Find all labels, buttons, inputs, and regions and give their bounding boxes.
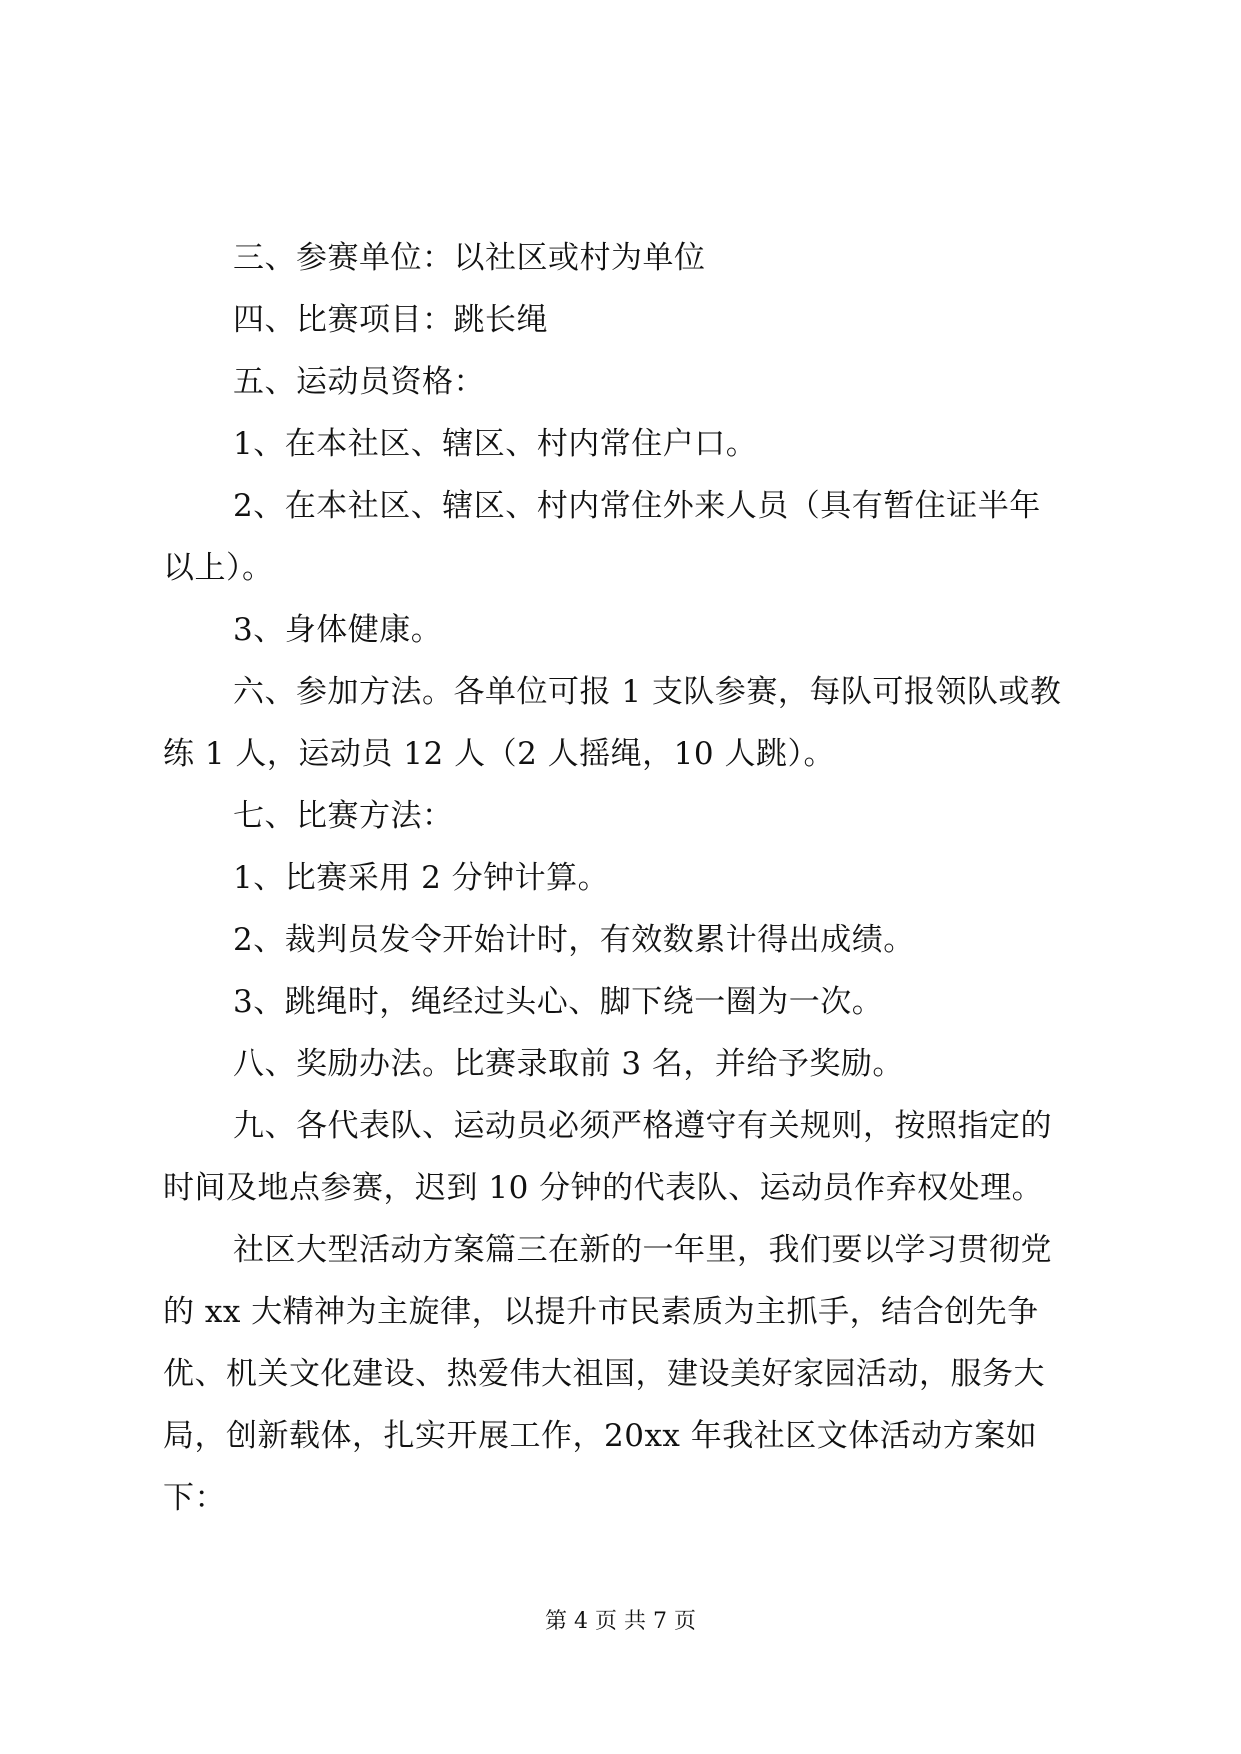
page-number-footer: 第 4 页 共 7 页 bbox=[545, 1609, 696, 1634]
paragraph-line: 三、参赛单位：以社区或村为单位 bbox=[233, 240, 706, 276]
paragraph-line: 1、在本社区、辖区、村内常住户口。 bbox=[233, 426, 758, 462]
paragraph-line: 2、裁判员发令开始计时，有效数累计得出成绩。 bbox=[233, 922, 915, 958]
paragraph-line: 以上）。 bbox=[163, 550, 274, 586]
paragraph-line: 下： bbox=[163, 1480, 226, 1516]
paragraph-line: 练 1 人，运动员 12 人（2 人摇绳，10 人跳）。 bbox=[163, 736, 835, 772]
paragraph-line: 六、参加方法。各单位可报 1 支队参赛，每队可报领队或教 bbox=[233, 674, 1062, 710]
paragraph-line: 四、比赛项目：跳长绳 bbox=[233, 302, 548, 338]
paragraph-line: 八、奖励办法。比赛录取前 3 名，并给予奖励。 bbox=[233, 1046, 904, 1082]
paragraph-line: 2、在本社区、辖区、村内常住外来人员（具有暂住证半年 bbox=[233, 488, 1041, 524]
paragraph-line: 优、机关文化建设、热爱伟大祖国，建设美好家园活动，服务大 bbox=[163, 1356, 1045, 1392]
paragraph-line: 局，创新载体，扎实开展工作，20xx 年我社区文体活动方案如 bbox=[163, 1418, 1038, 1454]
paragraph-line: 五、运动员资格： bbox=[233, 364, 485, 400]
paragraph-line: 的 xx 大精神为主旋律，以提升市民素质为主抓手，结合创先争 bbox=[163, 1294, 1039, 1330]
paragraph-line: 九、各代表队、运动员必须严格遵守有关规则，按照指定的 bbox=[233, 1108, 1052, 1144]
paragraph-line: 3、跳绳时，绳经过头心、脚下绕一圈为一次。 bbox=[233, 984, 884, 1020]
paragraph-line: 社区大型活动方案篇三在新的一年里，我们要以学习贯彻党 bbox=[233, 1232, 1052, 1268]
paragraph-line: 七、比赛方法： bbox=[233, 798, 454, 834]
paragraph-line: 3、身体健康。 bbox=[233, 612, 443, 648]
paragraph-line: 时间及地点参赛，迟到 10 分钟的代表队、运动员作弃权处理。 bbox=[163, 1170, 1044, 1206]
paragraph-line: 1、比赛采用 2 分钟计算。 bbox=[233, 860, 610, 896]
